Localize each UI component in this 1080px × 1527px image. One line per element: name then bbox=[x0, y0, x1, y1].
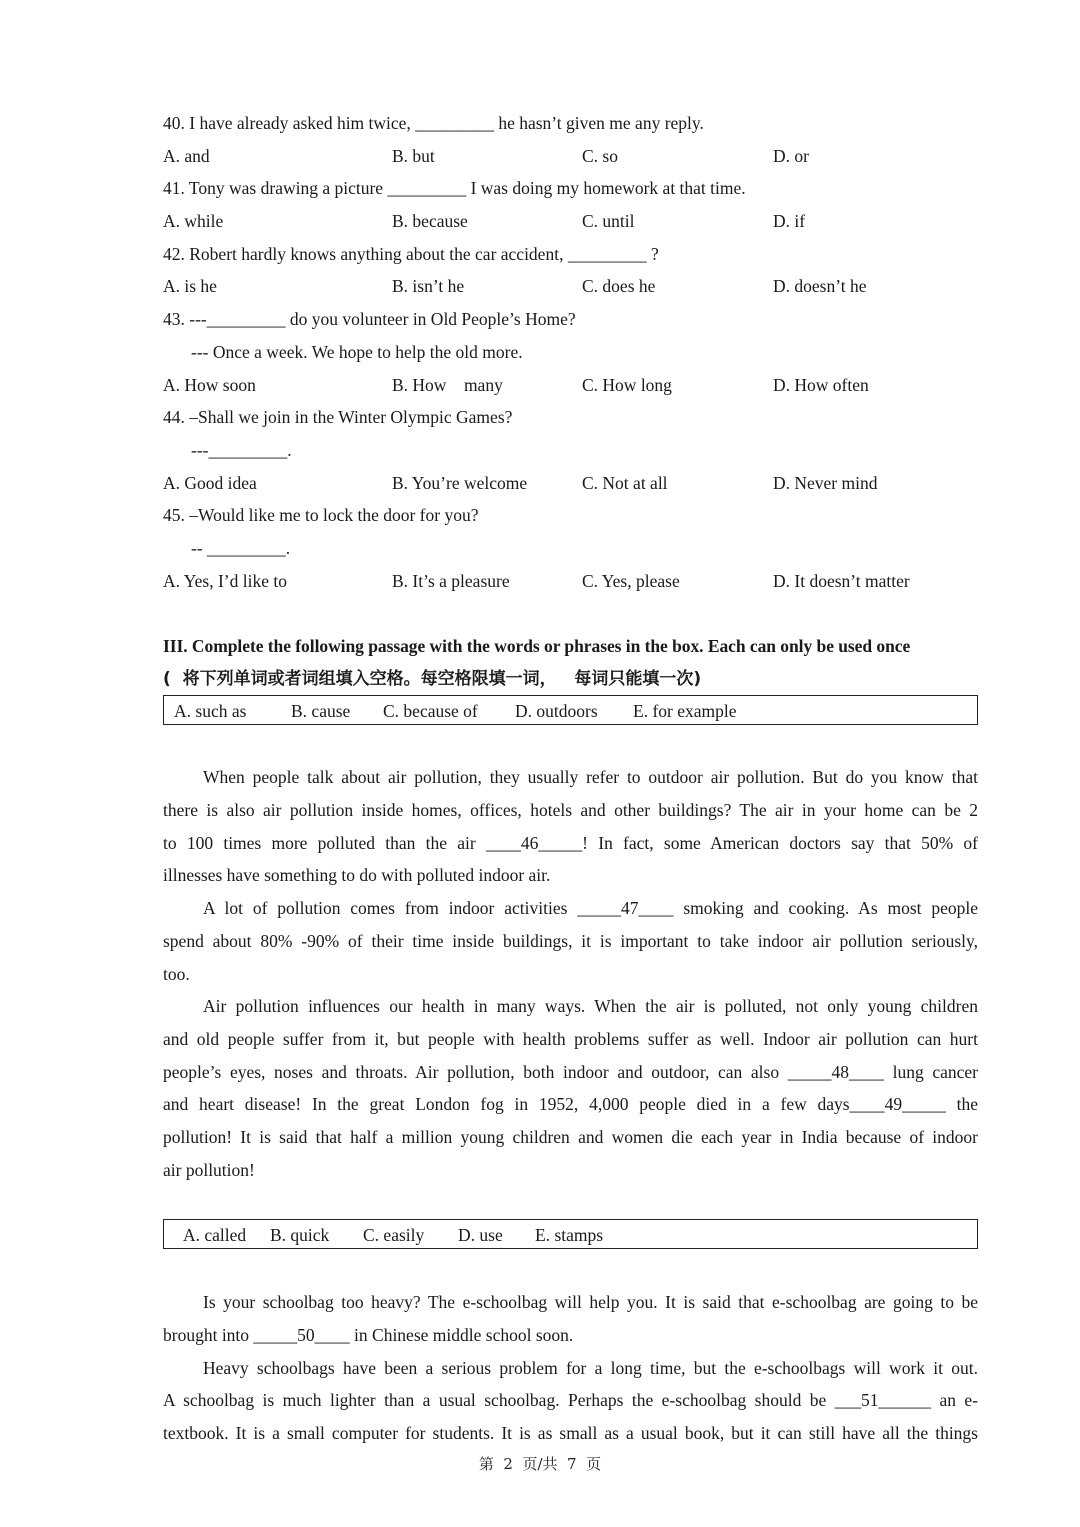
page-footer: 第 2 页/共 7 页 bbox=[478, 1455, 602, 1473]
option-c: C. does he bbox=[582, 276, 656, 297]
option-d: D. or bbox=[773, 145, 809, 166]
option-c: C. Not at all bbox=[582, 472, 668, 493]
option-b: B. because bbox=[392, 211, 468, 232]
passage-line: Is your schoolbag too heavy? The e-schoolbag will help you. It is said that e-schoolbag are going to be bbox=[203, 1292, 978, 1313]
question-41-options bbox=[163, 205, 978, 238]
option-c: C. How long bbox=[582, 374, 672, 395]
option-a: A. and bbox=[163, 145, 210, 166]
passage-line: When people talk about air pollution, they usually refer to outdoor air pollution. But do you know that bbox=[203, 767, 978, 788]
word-box-1 bbox=[163, 695, 978, 725]
option-d: D. if bbox=[773, 211, 806, 232]
question-43-options bbox=[163, 369, 978, 402]
option-b: B. How many bbox=[392, 374, 503, 395]
passage-line: A lot of pollution comes from indoor activities _____47____ smoking and cooking. As most people bbox=[203, 898, 978, 919]
question-42-options bbox=[163, 270, 978, 303]
option-b: B. It’s a pleasure bbox=[392, 570, 510, 591]
word-box-item: C. easily bbox=[363, 1225, 425, 1246]
passage-line: textbook. It is a small computer for students. It is as small as a usual book, but it can still have all the things bbox=[163, 1423, 978, 1444]
word-box-item: C. because of bbox=[383, 701, 478, 722]
passage-line: Air pollution influences our health in many ways. When the air is polluted, not only young children bbox=[203, 996, 978, 1017]
passage-1 bbox=[163, 761, 978, 1186]
question-45-options bbox=[163, 565, 978, 598]
page-content bbox=[163, 107, 978, 1450]
option-d: D. doesn’t he bbox=[773, 276, 867, 297]
question-44-options bbox=[163, 467, 978, 500]
passage-line: there is also air pollution inside homes, offices, hotels and other buildings? The air in your home can be 2 bbox=[163, 800, 978, 821]
word-box-item: A. called bbox=[183, 1225, 247, 1246]
question-43-stem: 43. ---_________ do you volunteer in Old People’s Home? bbox=[163, 309, 576, 330]
word-box-item: D. use bbox=[458, 1225, 503, 1246]
word-box-item: D. outdoors bbox=[515, 701, 598, 722]
word-box-item: B. cause bbox=[291, 701, 351, 722]
question-45-reply: -- _________. bbox=[191, 537, 291, 558]
passage-line: air pollution! bbox=[163, 1159, 255, 1180]
passage-line: illnesses have something to do with polluted indoor air. bbox=[163, 865, 551, 886]
option-c: C. until bbox=[582, 211, 635, 232]
option-c: C. so bbox=[582, 145, 618, 166]
option-d: D. How often bbox=[773, 374, 869, 395]
question-43-reply: --- Once a week. We hope to help the old more. bbox=[191, 341, 523, 362]
passage-line: and heart disease! In the great London fog in 1952, 4,000 people died in a few days____49_____ the bbox=[163, 1094, 978, 1115]
question-40-stem: 40. I have already asked him twice, _________ he hasn’t given me any reply. bbox=[163, 113, 704, 133]
option-d: D. Never mind bbox=[773, 472, 878, 493]
option-a: A. Yes, I’d like to bbox=[163, 570, 287, 591]
passage-line: to 100 times more polluted than the air ____46_____! In fact, some American doctors say that 50% of bbox=[163, 832, 978, 853]
option-a: A. while bbox=[163, 211, 224, 232]
option-b: B. but bbox=[392, 145, 435, 166]
passage-line: brought into _____50____ in Chinese middle school soon. bbox=[163, 1325, 574, 1345]
question-44-reply: ---_________. bbox=[191, 439, 292, 460]
passage-line: spend about 80% -90% of their time inside buildings, it is important to take indoor air pollution seriously, bbox=[163, 930, 978, 951]
option-a: A. Good idea bbox=[163, 472, 257, 493]
passage-line: people’s eyes, noses and throats. Air pollution, both indoor and outdoor, can also _____48____ lung cancer bbox=[163, 1061, 978, 1082]
passage-line: pollution! It is said that half a million young children and women die each year in India because of indoor bbox=[163, 1126, 978, 1147]
passage-line: and old people suffer from it, but people with health problems suffer as well. Indoor air pollution can hurt bbox=[163, 1028, 978, 1049]
passage-line: A schoolbag is much lighter than a usual schoolbag. Perhaps the e-schoolbag should be ___51______ an e- bbox=[163, 1390, 978, 1411]
option-c: C. Yes, please bbox=[582, 570, 680, 591]
question-42-stem: 42. Robert hardly knows anything about the car accident, _________ ? bbox=[163, 243, 659, 264]
option-a: A. is he bbox=[163, 276, 217, 297]
option-b: B. You’re welcome bbox=[392, 472, 528, 493]
passage-line: too. bbox=[163, 963, 190, 984]
passage-line: Heavy schoolbags have been a serious problem for a long time, but the e-schoolbags will work it out. bbox=[203, 1357, 978, 1378]
question-40-options bbox=[163, 140, 978, 173]
option-d: D. It doesn’t matter bbox=[773, 570, 910, 591]
section-3-instruction-cn: ( 将下列单词或者词组填入空格。每空格限填一词， 每词只能填一次) bbox=[163, 668, 702, 689]
option-a: A. How soon bbox=[163, 374, 256, 395]
word-box-item: B. quick bbox=[270, 1225, 330, 1246]
word-box-item: A. such as bbox=[174, 701, 247, 722]
question-45-stem: 45. –Would like me to lock the door for you? bbox=[163, 505, 479, 526]
section-3-title: III. Complete the following passage with the words or phrases in the box. Each can only be used once bbox=[163, 636, 911, 656]
question-41-stem: 41. Tony was drawing a picture _________ I was doing my homework at that time. bbox=[163, 178, 746, 199]
word-box-item: E. stamps bbox=[535, 1225, 604, 1246]
option-b: B. isn’t he bbox=[392, 276, 465, 297]
question-44-stem: 44. –Shall we join in the Winter Olympic Games? bbox=[163, 407, 513, 428]
word-box-2 bbox=[163, 1219, 978, 1249]
word-box-item: E. for example bbox=[633, 701, 737, 722]
passage-2 bbox=[163, 1286, 978, 1449]
